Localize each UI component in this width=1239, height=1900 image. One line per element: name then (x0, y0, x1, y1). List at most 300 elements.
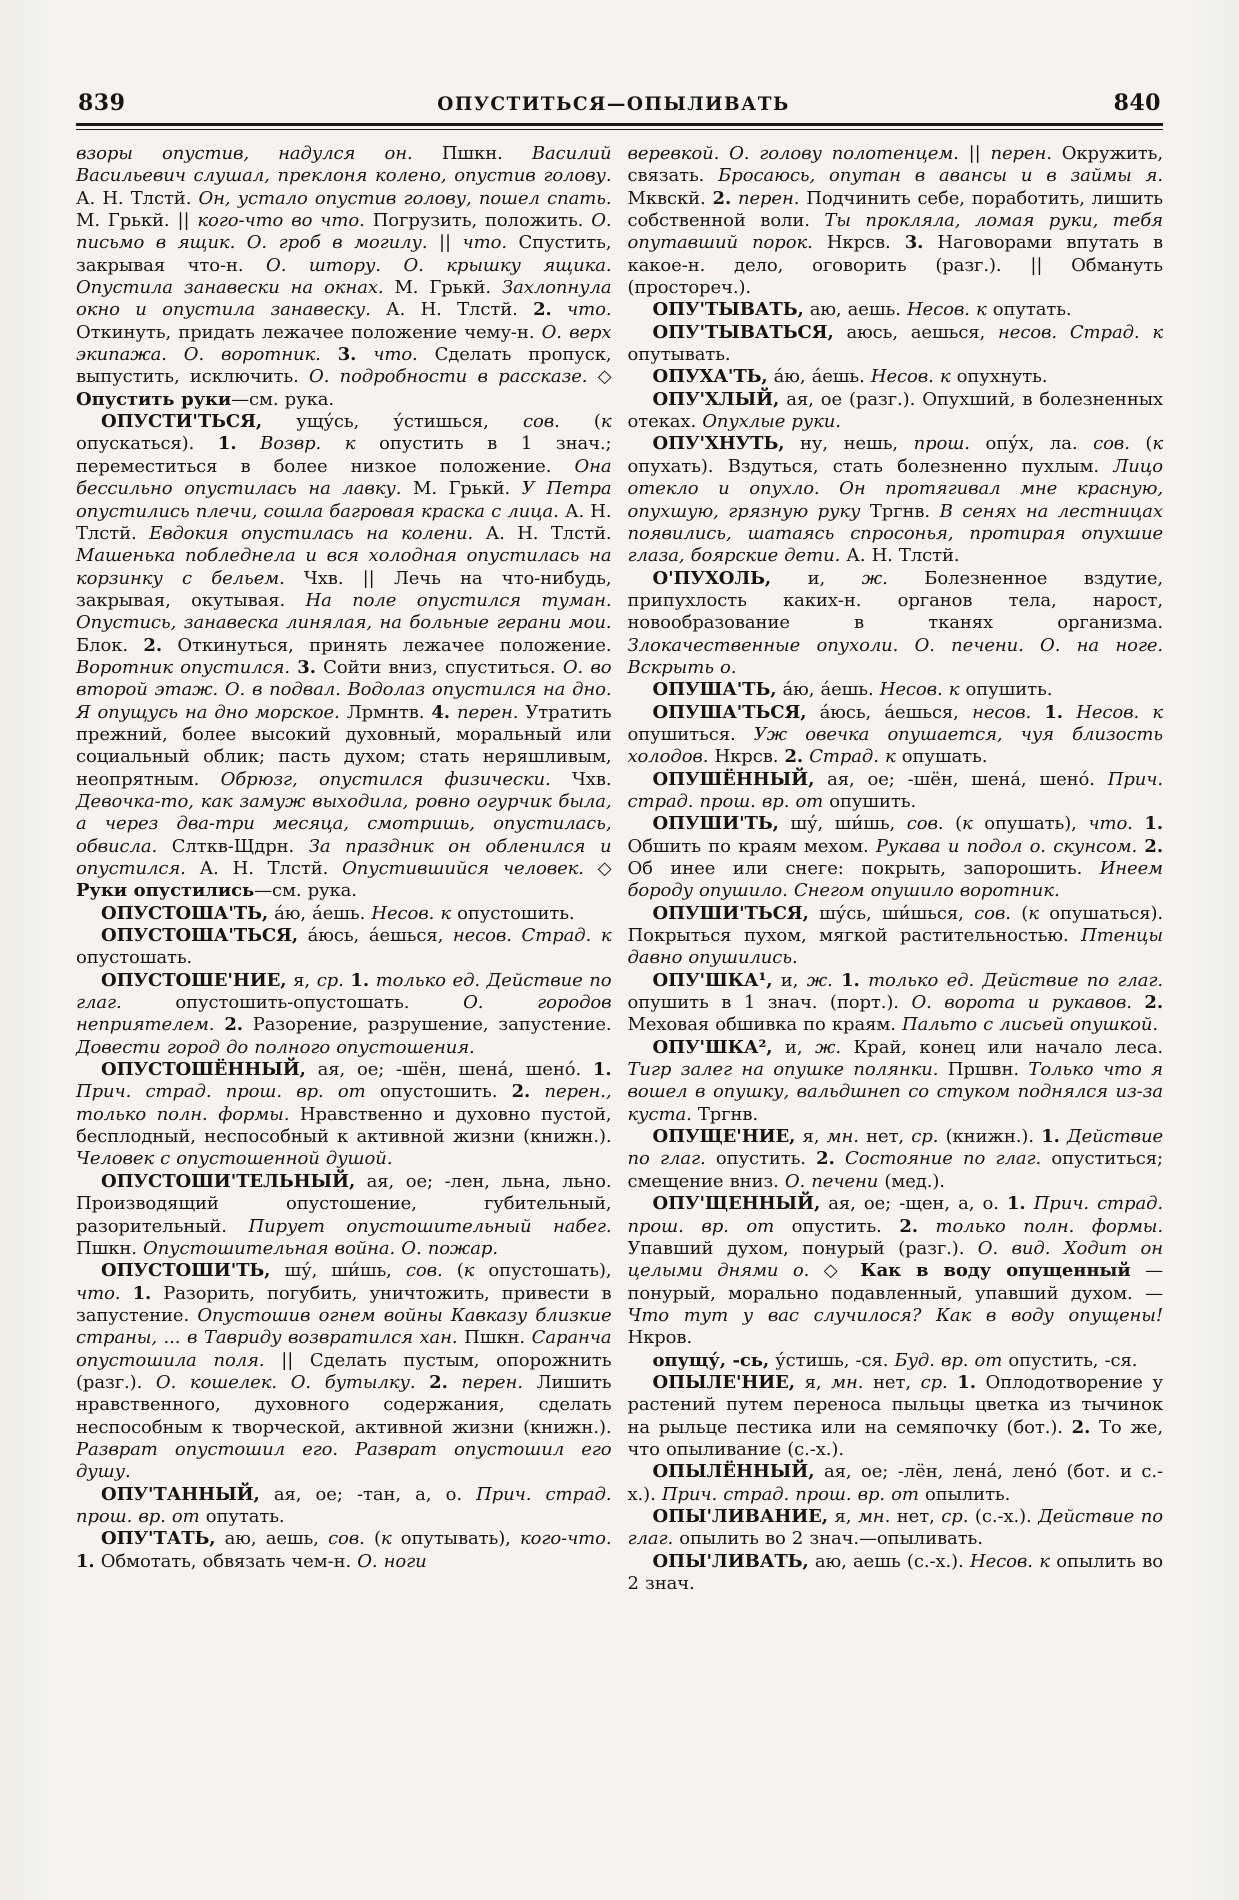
text-segment: Опустошительная война. О. пожар. (143, 1237, 498, 1259)
text-segment: 3. (904, 232, 924, 254)
page-number-right: 840 (1113, 90, 1161, 116)
text-segment: и, (772, 969, 807, 991)
text-segment: Захлопнула окно и опустила занавеску. (76, 277, 612, 321)
headword: ОПУ'ТАННЫЙ, (101, 1483, 260, 1505)
text-segment: 3. (297, 656, 316, 678)
text-segment: У Петра опустились плечи, сошла багровая краска с лица. (76, 478, 612, 522)
text-segment: Состояние по глаг. (845, 1148, 1042, 1170)
text-segment: опушаться). Покрыться пухом, мягкой растительностью. (627, 902, 1163, 947)
text-segment: Птенцы давно опушились. (627, 925, 1163, 969)
text-segment: А. Н. Тлстй. (370, 299, 534, 321)
text-segment: Откинуться, принять лежачее положение. (161, 634, 612, 656)
text-segment (1063, 702, 1076, 723)
text-segment: опушать. (895, 746, 988, 768)
text-segment: ая, ое; -тан, а, о. (259, 1483, 477, 1505)
headword: ОПУСТОША'ТЬСЯ, (101, 925, 298, 947)
text-segment: 2. (1144, 835, 1163, 857)
text-segment: Обшить по краям мехом. (627, 835, 876, 857)
text-segment: Несов. к (906, 299, 987, 321)
text-segment: Нкрсв. (708, 746, 785, 768)
text-segment: Лицо отекло и опухло. Он протягивал мне красную, опухшую, грязную руку (627, 455, 1163, 522)
text-segment: Край, конец или начало леса. (840, 1036, 1163, 1058)
continuation-entry-opustit (76, 143, 612, 411)
text-segment: Обмотать, обвязать чем-н. (94, 1550, 358, 1572)
text-segment: 1. (592, 1059, 612, 1081)
text-segment: О. кошелек. О. бутылку. (155, 1371, 416, 1393)
text-segment: мн. (826, 1126, 859, 1148)
text-segment: А. Н. Тлстй. (840, 545, 960, 567)
text-segment: опустить. (774, 1215, 900, 1237)
text-segment: опутывать. (627, 344, 731, 366)
text-segment: 1. (350, 969, 369, 991)
text-segment: веревкой. О. голову полотенцем. (627, 143, 959, 164)
text-segment: Нравственно и духовно пустой, бесплодный, неспособный к активной жизни (книжн.). (76, 1103, 612, 1148)
text-segment: О. письмо в ящик. О. гроб в могилу. (76, 210, 612, 254)
text-segment: ая, ое; -щен, а, о. (820, 1193, 1007, 1215)
text-segment: я, (286, 969, 317, 991)
entry-opylenie (628, 1372, 1164, 1461)
text-segment: Чхв. || Лечь на что-нибудь, закрывая, окутывая. (76, 567, 612, 611)
text-segment: Чхв. (550, 768, 612, 790)
text-segment: Руки опустились (76, 880, 255, 902)
headword: опущу́, -сь, (652, 1349, 770, 1371)
text-segment: к (463, 1260, 475, 1282)
text-segment: ( (442, 1260, 464, 1282)
text-segment: аю, аешь, (215, 1528, 329, 1550)
text-segment: || Сделать пустым, опорожнить (разг.). (76, 1349, 612, 1393)
text-segment: опутать. (986, 299, 1072, 321)
entry-opukhnut (628, 433, 1164, 567)
text-segment: 2. (1144, 992, 1163, 1014)
text-segment: Воротник опустился. (76, 656, 290, 678)
text-segment: Человек с опустошенной душой. (76, 1148, 393, 1170)
text-segment: что. (1088, 813, 1133, 835)
text-segment: 1. (957, 1371, 976, 1393)
text-segment: Несов. к (879, 679, 960, 701)
text-segment: ( (364, 1528, 381, 1550)
entry-oputyvatsya (628, 322, 1164, 367)
text-segment: к (600, 411, 612, 433)
text-segment: опустошать), (474, 1260, 612, 1282)
text-segment: ( (943, 813, 963, 835)
entry-opushit (628, 813, 1164, 902)
running-head-title: ОПУСТИТЬСЯ—ОПЫЛИВАТЬ (437, 94, 790, 115)
headword: ОПУ'ЩЕННЫЙ, (652, 1193, 821, 1215)
text-segment (731, 188, 738, 209)
headword: О'ПУХОЛЬ, (652, 567, 772, 589)
text-segment: а́ю, а́ешь. (767, 366, 871, 388)
text-segment: Упавший духом, понурый (разг.). (627, 1237, 978, 1259)
headword: ОПЫЛЁННЫЙ, (652, 1461, 815, 1483)
text-segment: Пшкн. (76, 1237, 144, 1259)
text-segment: Подчинить себе, поработить, лишить собственной воли. (627, 187, 1163, 232)
text-segment: Сойти вниз, спуститься. (315, 656, 563, 678)
text-segment (833, 970, 841, 991)
entry-opushka-1 (628, 970, 1164, 1037)
text-segment: Несов. к (371, 902, 451, 924)
text-segment: сов. (974, 902, 1011, 924)
headword: ОПУ'ТАТЬ, (101, 1528, 216, 1550)
text-segment: перен. (461, 1371, 523, 1393)
text-segment: к (1028, 902, 1039, 924)
text-segment: только полн. формы. (935, 1215, 1163, 1237)
text-segment: опутывать), (391, 1528, 520, 1550)
text-segment: опустошить-опустошать. (121, 992, 464, 1014)
text-segment: 2. (816, 1148, 835, 1170)
text-segment: аюсь, аешься, (833, 321, 999, 343)
text-segment: Довести город до полного опустошения. (76, 1036, 475, 1058)
entry-opustitsya (76, 411, 612, 903)
text-segment: к (380, 1528, 392, 1550)
text-segment: Слткв-Щдрн. (157, 835, 309, 857)
text-segment: Откинуть, придать лежачее положение чему-н. (76, 321, 542, 343)
text-segment: сов. (328, 1528, 365, 1550)
headword: ОПУ'ШКА², (652, 1036, 773, 1058)
text-segment: Пальто с лисьей опушкой. (902, 1014, 1158, 1036)
text-segment: О. ворота и рукавов. (911, 992, 1132, 1014)
text-segment: аю, аешь. (803, 299, 907, 321)
text-segment: ◇ (583, 858, 612, 879)
entry-opylivanie (628, 1506, 1164, 1551)
text-segment: опустить. (705, 1148, 817, 1170)
text-segment: аю, аешь (с.-х.). (808, 1550, 970, 1572)
text-segment: Злокачественные опухоли. О. печени. О. на ноге. Вскрыть о. (627, 634, 1163, 678)
text-segment: Тргнв. (860, 500, 940, 522)
text-segment: Об инее или снеге: покрыть, запорошить. (627, 858, 1100, 879)
text-segment: Несов. к (970, 1550, 1050, 1572)
text-segment: М. Грькй. (383, 277, 503, 299)
text-segment: Меховая обшивка по краям. (627, 1014, 903, 1036)
text-segment: Лрмнтв. (339, 701, 432, 723)
text-segment: опылить. (918, 1483, 1011, 1505)
text-segment: Оплодотворение у растений путем переноса пыльцы цветка из тычинок на рыльце пестика или на семяпочку (бот.). (627, 1371, 1163, 1438)
text-segment: опушить. (959, 679, 1053, 701)
text-segment: сов. (1093, 433, 1130, 455)
text-segment: и, (772, 1036, 815, 1058)
text-segment: к (1152, 433, 1163, 455)
text-segment: Машенька побледнела и вся холодная опустилась на корзинку с бельем. (76, 545, 612, 589)
text-segment: Блок. (76, 634, 144, 656)
text-segment: О. ноги (357, 1550, 427, 1572)
text-segment: А. Н. Тлстй. (76, 500, 612, 544)
text-segment: М. Грькй. (401, 478, 522, 500)
text-segment: На поле опустился туман. Опустись, занавеска линялая, на больные герани мои. (76, 589, 612, 634)
text-segment: 1. (841, 969, 860, 991)
text-segment: 2. (712, 187, 732, 209)
text-segment (448, 1372, 462, 1393)
text-segment: ср. (941, 1505, 969, 1527)
text-segment: Нкров. (627, 1327, 693, 1349)
text-segment: мн. (857, 1505, 891, 1527)
headword: ОПУСТИ'ТЬСЯ, (101, 411, 263, 433)
text-segment: 2. (143, 634, 162, 656)
headword: ОПУСТОШИ'ТЬ, (101, 1260, 271, 1282)
entry-opustoshit (76, 1260, 612, 1483)
text-segment: 3. (337, 344, 357, 366)
text-segment: Как в воду опущенный (860, 1260, 1131, 1282)
text-segment: В сенях на лестницах появились, шатаясь спросонья, протирая опухшие глаза, боярские дети. (627, 500, 1163, 567)
text-segment: Погрузить, положить. (364, 210, 592, 232)
text-segment: 1. (1006, 1193, 1026, 1215)
entry-opukhly (628, 389, 1164, 434)
text-segment: Лишить нравственного, духовного содержания, сделать неспособным к творческой, активной жизни (книжн.). (76, 1371, 612, 1438)
text-segment: Действие по глаг. (627, 1126, 1163, 1170)
text-segment: Только что я вошел в опушку, вальдшнеп со стуком поднялся из-за куста. (627, 1059, 1163, 1125)
entry-opushat (628, 679, 1164, 701)
text-segment (948, 1372, 958, 1393)
headword: ОПЫЛЕ'НИЕ, (652, 1371, 795, 1393)
text-segment: Нкрсв. (812, 232, 905, 254)
text-segment: ущу́сь, у́стишься, (262, 411, 523, 433)
text-segment: опустошать. (76, 947, 193, 969)
text-segment: О. городов неприятелем. (76, 992, 612, 1036)
text-segment: Опустить руки (76, 388, 232, 410)
text-segment: сов. (906, 813, 944, 835)
text-segment: За праздник он обленился и опустился. (76, 835, 612, 879)
entry-opukhat (628, 366, 1164, 388)
text-segment: Утратить прежний, более высокий духовный, моральный или социальный облик; пасть духом; стать неряшливым, неопрятным. (76, 701, 612, 790)
text-segment: только ед. Действие по глаг. (868, 969, 1164, 991)
text-segment: опухнуть. (950, 366, 1048, 388)
text-segment: ◇ (809, 1260, 861, 1282)
text-segment: перен., только полн. формы. (76, 1081, 612, 1125)
text-segment: опустошить. (365, 1081, 512, 1103)
text-segment: ср. (911, 1126, 939, 1148)
headword: ОПУСТОШИ'ТЕЛЬНЫЙ, (101, 1170, 356, 1192)
text-segment: —см. рука. (231, 388, 334, 410)
text-segment: Буд. вр. от (894, 1349, 1003, 1371)
text-segment: А. Н. Тлстй. (185, 858, 343, 879)
text-segment: Опустившийся человек. (342, 858, 584, 879)
entry-opuschenie (628, 1126, 1164, 1193)
headword: ОПУСТОША'ТЬ, (101, 902, 268, 924)
text-segment (1026, 1193, 1034, 1214)
text-segment: шу́сь, ши́шься, (808, 902, 975, 924)
entry-opylyonny (628, 1461, 1164, 1506)
text-segment: Девочка-то, как замуж выходила, ровно огурчик была, а через два-три месяца, смотришь, опустилась, обвисла. (76, 790, 612, 857)
text-segment: Прич. страд. прош. вр. от (627, 768, 1163, 812)
text-segment: О. вид. Ходит он целыми днями о. (627, 1237, 1163, 1282)
text-segment (918, 1216, 936, 1237)
entry-opuschenny (628, 1193, 1164, 1349)
text-segment (369, 970, 376, 991)
text-segment: Опустошив огнем войны Кавказу близкие страны, ... в Тавриду возвратился хан. (76, 1304, 612, 1349)
text-segment: опухать). Вздуться, стать болезненно пухлым. (627, 455, 1114, 477)
headword: ОПУСТОШЕ'НИЕ, (101, 969, 287, 991)
entry-oputanny (76, 1484, 612, 1529)
text-segment: что. (373, 344, 418, 366)
text-segment: шу́, ши́шь, (778, 813, 907, 835)
text-segment: Он, устало опустив голову, пошел спать. (198, 187, 612, 209)
text-segment: То же, что опыливание (с.-х.). (627, 1416, 1163, 1460)
text-segment: кого-что. (519, 1528, 612, 1550)
text-segment: Евдокия опустилась на колени. (149, 522, 474, 544)
entry-opustoshatsya (76, 925, 612, 970)
entry-opushka-2 (628, 1037, 1164, 1126)
text-segment: 1. (1044, 701, 1063, 723)
text-segment: Она бессильно опустилась на лавку. (76, 455, 612, 500)
entry-opustoshat (76, 903, 612, 925)
text-segment: (с.-х.). (968, 1505, 1039, 1527)
text-segment: Сделать пропуск, выпустить, исключить. (76, 344, 612, 388)
text-segment: Тргнв. (691, 1103, 759, 1125)
text-segment: и, (771, 567, 862, 589)
text-columns (76, 143, 1163, 1595)
text-segment: 2. (511, 1081, 531, 1103)
header-rule (76, 123, 1163, 130)
text-segment (1060, 1126, 1067, 1147)
text-segment: Рукава и подол о. скунсом. (875, 835, 1138, 857)
text-segment: ( (1010, 902, 1029, 924)
text-segment (835, 1148, 845, 1169)
text-segment: Пирует опустошительный набег. (248, 1215, 612, 1237)
text-segment: прош. (913, 433, 970, 455)
text-segment: мн. (831, 1371, 864, 1393)
left-column (76, 143, 612, 1595)
text-segment: Что тут у вас случилося? Как в воду опущены! (627, 1304, 1163, 1326)
text-segment: ну, нешь, (784, 433, 914, 455)
text-segment: опушиться. (627, 723, 754, 745)
headword: ОПЫ'ЛИВАНИЕ, (652, 1505, 828, 1527)
continuation-entry-oputat (628, 143, 1164, 299)
text-segment: сов. (523, 411, 560, 433)
text-segment: Уж овечка опушается, чуя близость холодов. (627, 723, 1163, 768)
text-segment: опушить в 1 знач. (порт.). (627, 992, 912, 1014)
page-header (76, 90, 1163, 116)
entry-opushyonny (628, 769, 1164, 814)
text-segment: Бросаюсь, опутан в авансы и в займы я. (718, 165, 1163, 187)
text-segment: || (427, 232, 463, 254)
text-segment: взоры опустив, надулся он. (76, 143, 413, 164)
text-segment (321, 344, 338, 365)
text-segment: что. (462, 232, 507, 254)
text-segment: О. подробности в рассказе. (309, 366, 588, 388)
text-segment: Возвр. к (260, 433, 356, 455)
text-segment: несов. (972, 701, 1032, 723)
text-segment: а́ю, а́ешь. (776, 679, 880, 701)
text-segment: Пршвн. (938, 1059, 1029, 1081)
text-segment: А. Н. Тлстй. (76, 187, 199, 209)
headword: ОПУЩЕ'НИЕ, (652, 1126, 796, 1148)
text-segment (1031, 702, 1044, 723)
text-segment (860, 970, 868, 991)
text-segment: 1. (132, 1282, 152, 1304)
text-segment: О. печени (784, 1170, 879, 1192)
text-segment: Саранча опустошила поля. (76, 1327, 612, 1371)
text-segment: у́стишь, -ся. (769, 1349, 895, 1371)
text-segment: Действие по глаг. (627, 1505, 1164, 1550)
text-segment: я, (794, 1371, 832, 1393)
text-segment: а́ю, а́ешь. (268, 902, 372, 924)
text-segment: что. (76, 1282, 121, 1304)
text-segment: Прич. страд. прош. вр. от (627, 1193, 1163, 1237)
text-segment: несов. Страд. к (452, 925, 612, 947)
text-segment: ая, ое (разг.). Опухший, в болезненных отеках. (627, 388, 1163, 433)
text-segment: ( (559, 411, 601, 433)
headword: ОПУША'ТЬСЯ, (652, 701, 807, 723)
text-segment: Опухлые руки. (702, 411, 841, 433)
entry-opushatsya (628, 702, 1164, 769)
text-segment: 1. (1041, 1126, 1060, 1148)
text-segment: ая, ое; -шён, шена́, шено́. (305, 1059, 593, 1081)
text-segment: М. Грькй. || (76, 210, 198, 232)
entry-opuschu (628, 1350, 1164, 1372)
text-segment: опустить, -ся. (1002, 1349, 1138, 1371)
text-segment: нет, (890, 1505, 942, 1527)
text-segment: опустошить. (450, 902, 575, 924)
entry-opustoshyonny (76, 1059, 612, 1171)
text-segment: перен. (990, 143, 1052, 164)
text-segment: к (962, 813, 973, 835)
text-segment: ая, ое; -лен, льна, льно. Производящий опустошение, губительный, разорительный. (76, 1170, 612, 1237)
text-segment: Окружить, связать. (627, 143, 1163, 187)
text-segment: Василий Васильевич слушал, преклоня колено, опустив голову. (76, 143, 612, 187)
text-segment: нет, (858, 1126, 912, 1148)
text-segment: Прич. страд. прош. вр. от (76, 1081, 366, 1103)
entry-oputat (76, 1528, 612, 1573)
text-segment: 1. (1144, 813, 1164, 835)
text-segment: только ед. Действие по глаг. (76, 969, 612, 1014)
text-segment (120, 1283, 132, 1304)
text-segment: опылить во 2 знач.—опыливать. (673, 1528, 983, 1550)
headword: ОПУСТОШЁННЫЙ, (101, 1059, 306, 1081)
text-segment: Разорить, погубить, уничтожить, привести в запустение. (76, 1282, 612, 1326)
text-segment: — понурый, морально подавленный, упавший духом. — (627, 1260, 1163, 1304)
headword: ОПУ'ХЛЫЙ, (652, 388, 780, 410)
text-segment: 1. (217, 433, 237, 455)
text-segment: 2. (224, 1014, 243, 1036)
text-segment (552, 299, 567, 320)
text-segment: 2. (533, 299, 552, 321)
text-segment (236, 433, 260, 454)
text-segment: перен. (456, 701, 519, 723)
headword: ОПУ'ТЫВАТЬ, (652, 299, 804, 321)
text-segment: ср. (920, 1371, 948, 1393)
text-segment: 2. (1071, 1416, 1091, 1438)
text-segment: ◇ (587, 366, 612, 388)
text-segment: Несов. к (870, 366, 951, 388)
text-segment: —см. рука. (254, 880, 357, 902)
text-segment: ж. (861, 567, 888, 589)
text-segment: Разврат опустошил его. Разврат опустошил его душу. (76, 1438, 612, 1483)
text-segment: опуститься; смещение вниз. (627, 1148, 1163, 1192)
headword: ОПЫ'ЛИВАТЬ, (652, 1550, 809, 1572)
text-segment: А. Н. Тлстй. (473, 522, 612, 544)
text-segment: я, (795, 1126, 827, 1148)
text-segment: а́юсь, а́ешься, (806, 701, 973, 723)
entry-opushitsya (628, 903, 1164, 970)
entry-opylivat (628, 1551, 1164, 1596)
text-segment: 2. (784, 746, 804, 768)
text-segment (1133, 813, 1145, 834)
text-segment: Пшкн. (412, 143, 532, 164)
text-segment: 1. (76, 1550, 95, 1572)
headword: ОПУШИ'ТЬ, (652, 813, 779, 835)
text-segment: Пшкн. (457, 1327, 532, 1349)
text-segment: (книжн.). (938, 1126, 1042, 1148)
entry-oputyvat (628, 299, 1164, 321)
headword: ОПУ'ХНУТЬ, (652, 433, 785, 455)
text-segment (415, 1372, 429, 1393)
text-segment: || (958, 143, 991, 164)
text-segment: Болезненное вздутие, припухлость каких-н. органов тела, нарост, новообразование в тканях организма. (627, 567, 1163, 634)
text-segment: ж. (806, 969, 833, 991)
text-segment: опушить. (823, 790, 917, 812)
text-segment: шу́, ши́шь, (270, 1260, 406, 1282)
page-number-left: 839 (78, 90, 126, 116)
headword: ОПУХА'ТЬ, (652, 366, 768, 388)
text-segment: Прич. страд. прош. вр. от (76, 1483, 612, 1527)
